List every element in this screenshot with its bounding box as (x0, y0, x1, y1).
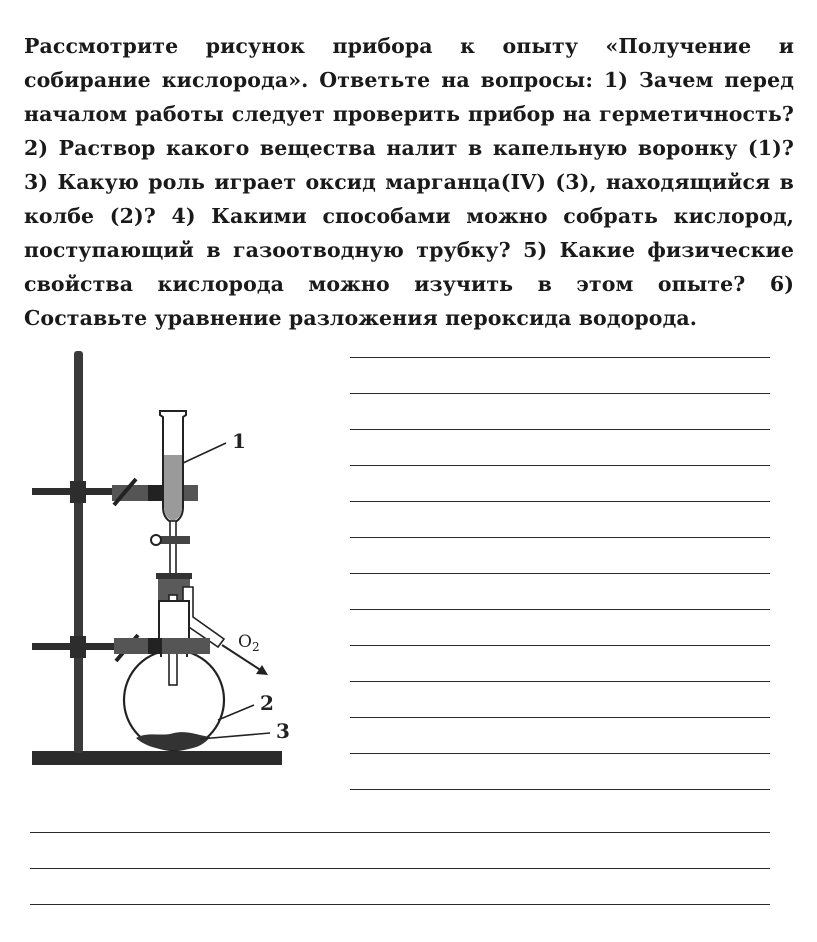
answer-line[interactable] (350, 789, 770, 790)
answer-line[interactable] (350, 753, 770, 754)
answer-line[interactable] (350, 537, 770, 538)
stand-base (32, 751, 282, 765)
answer-line[interactable] (350, 681, 770, 682)
round-flask (114, 601, 224, 750)
answer-line[interactable] (350, 357, 770, 358)
manganese-oxide (136, 732, 210, 750)
dropping-funnel (151, 411, 190, 595)
answer-line[interactable] (30, 904, 770, 905)
question-text: Рассмотрите рисунок прибора к опыту «Получение и собирание кислорода». Ответьте на вопросы: 1) Зачем перед началом работы следует проверить прибор на герметичность? 2) Раствор какого вещества налит в капельную воронку (1)? 3) Какую роль играет оксид марганца(IV) (3), находящийся в колбе (2)? 4) Какими способами можно собрать кислород, поступающий в газоотводную трубку? 5) Какие физические свойства кислорода можно изучить в этом опыте? 6) Составьте уравнение разложения пероксида водорода. (24, 33, 794, 330)
answer-line[interactable] (350, 429, 770, 430)
answer-line[interactable] (350, 393, 770, 394)
answer-line[interactable] (350, 609, 770, 610)
leader-line-1 (183, 443, 226, 463)
label-flask: 2 (260, 691, 274, 715)
answer-line[interactable] (350, 573, 770, 574)
stand-rod (74, 351, 83, 753)
answer-line[interactable] (30, 868, 770, 869)
label-oxygen-subscript: 2 (252, 640, 260, 654)
label-oxide: 3 (276, 719, 290, 743)
apparatus-figure (28, 345, 328, 785)
answer-line[interactable] (350, 717, 770, 718)
answer-line[interactable] (350, 501, 770, 502)
answer-line[interactable] (30, 832, 770, 833)
label-funnel: 1 (232, 429, 246, 453)
label-oxygen: O (238, 632, 252, 652)
answer-line[interactable] (350, 645, 770, 646)
answer-line[interactable] (350, 465, 770, 466)
